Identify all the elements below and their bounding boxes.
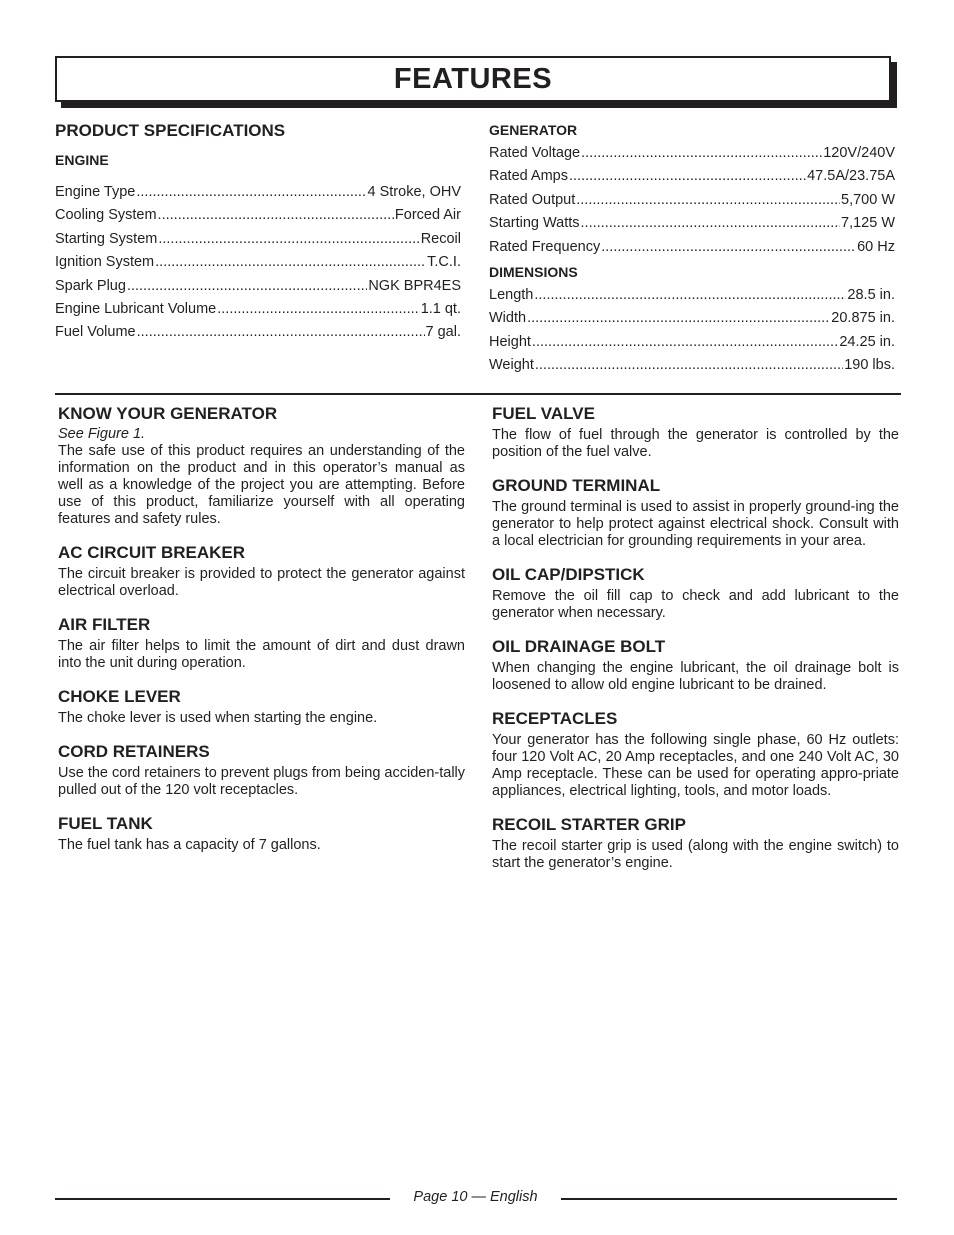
section-body: The choke lever is used when starting the engine. xyxy=(58,710,378,726)
dot-leader xyxy=(217,298,419,321)
dot-leader xyxy=(527,307,830,330)
dot-leader xyxy=(581,212,840,235)
section-body: The air filter helps to limit the amount of dirt and dust drawn into the unit during operation. xyxy=(58,638,465,671)
section-body: The fuel tank has a capacity of 7 gallons. xyxy=(58,837,321,853)
section-body: When changing the engine lubricant, the oil drainage bolt is loosened to allow old engine lubricant to be drained. xyxy=(492,660,899,693)
spec-label: Starting Watts xyxy=(489,215,580,232)
feature-section xyxy=(492,815,899,872)
spec-label: Length xyxy=(489,286,534,303)
spec-label: Rated Frequency xyxy=(489,238,601,255)
feature-section xyxy=(58,742,465,799)
features-banner xyxy=(55,56,891,102)
spec-value: 20.875 in. xyxy=(831,310,895,327)
spec-value: 60 Hz xyxy=(857,238,895,255)
spec-label: Width xyxy=(489,310,527,327)
dot-leader xyxy=(127,275,367,298)
dot-leader xyxy=(535,354,843,377)
feature-section xyxy=(58,404,465,528)
page-number: Page 10 — English xyxy=(413,1189,538,1205)
section-body: The ground terminal is used to assist in properly ground-ing the generator to help protect against electrical shock. Consult with a local electrician for grounding requirements in your area. xyxy=(492,499,899,549)
features-right-column xyxy=(492,404,899,887)
section-heading: FUEL TANK xyxy=(58,814,153,833)
footer-rule-right xyxy=(561,1198,897,1200)
dot-leader xyxy=(137,321,425,344)
spec-label: Fuel Volume xyxy=(55,324,136,341)
section-heading: OIL DRAINAGE BOLT xyxy=(492,637,666,656)
dimensions-heading: DIMENSIONS xyxy=(489,263,578,280)
spec-row xyxy=(489,284,895,307)
dot-leader xyxy=(155,251,426,274)
spec-label: Ignition System xyxy=(55,254,155,271)
spec-value: 28.5 in. xyxy=(847,286,895,303)
spec-value: 1.1 qt. xyxy=(420,300,461,317)
spec-row xyxy=(55,275,461,298)
section-heading: CORD RETAINERS xyxy=(58,742,210,761)
dot-leader xyxy=(569,165,806,188)
feature-section xyxy=(58,687,465,727)
dimensions-spec-list xyxy=(489,284,895,378)
spec-row xyxy=(489,189,895,212)
specs-title: PRODUCT SPECIFICATIONS xyxy=(55,121,286,140)
footer-rule-left xyxy=(55,1198,390,1200)
section-heading: KNOW YOUR GENERATOR xyxy=(58,404,278,423)
dot-leader xyxy=(581,142,822,165)
dot-leader xyxy=(158,204,394,227)
spec-value: 190 lbs. xyxy=(844,357,895,374)
dot-leader xyxy=(158,228,419,251)
section-heading: RECEPTACLES xyxy=(492,709,618,728)
spec-value: Recoil xyxy=(420,230,461,247)
features-left-column xyxy=(58,404,465,869)
spec-row xyxy=(55,181,461,204)
feature-section xyxy=(492,709,899,800)
section-body: The safe use of this product requires an understanding of the information on the product and in this operator’s manual as well as a knowledge of the project you are attempting. Before use of this product, familiarize yourself with all operating features and safety rules. xyxy=(58,443,465,527)
spec-value: 4 Stroke, OHV xyxy=(367,184,461,200)
spec-value: 7,125 W xyxy=(841,215,895,232)
spec-label: Spark Plug xyxy=(55,277,126,294)
spec-row xyxy=(489,142,895,165)
generator-spec-list xyxy=(489,142,895,259)
section-body: Use the cord retainers to prevent plugs from being acciden-tally pulled out of the 120 volt receptacles. xyxy=(58,765,466,798)
spec-value: NGK BPR4ES xyxy=(368,277,461,294)
spec-value: 120V/240V xyxy=(823,145,895,161)
engine-heading: ENGINE xyxy=(55,152,109,168)
section-heading: CHOKE LEVER xyxy=(58,687,181,706)
feature-section xyxy=(492,637,899,694)
specs-right-column xyxy=(489,121,895,378)
engine-spec-list xyxy=(55,181,461,345)
section-body: Your generator has the following single phase, 60 Hz outlets: four 120 Volt AC, 20 Amp receptacles, and one 240 Volt AC, 30 Amp receptacle. These can be used for operating appro-priate appliances, electrical lighting, tools, and motor loads. xyxy=(492,732,899,799)
spec-row xyxy=(55,321,461,344)
section-body: The circuit breaker is provided to protect the generator against electrical overload. xyxy=(58,566,465,599)
spec-value: Forced Air xyxy=(394,207,461,224)
dot-leader xyxy=(576,189,840,212)
figure-reference: See Figure 1. xyxy=(58,426,146,442)
section-heading: RECOIL STARTER GRIP xyxy=(492,815,686,834)
dot-leader xyxy=(136,181,366,204)
spec-row xyxy=(55,204,461,227)
feature-section xyxy=(492,476,899,550)
spec-value: 24.25 in. xyxy=(839,333,895,350)
spec-label: Engine Lubricant Volume xyxy=(55,300,217,317)
spec-value: T.C.I. xyxy=(427,254,461,271)
section-body: Remove the oil fill cap to check and add lubricant to the generator when necessary. xyxy=(492,588,899,621)
feature-section xyxy=(58,615,465,672)
feature-section xyxy=(58,814,465,854)
spec-label: Rated Output xyxy=(489,191,576,208)
specs-left-column xyxy=(55,121,461,345)
section-heading: AC CIRCUIT BREAKER xyxy=(58,543,245,562)
dot-leader xyxy=(534,284,846,307)
spec-row xyxy=(489,331,895,354)
section-body: The recoil starter grip is used (along with the engine switch) to start the generator’s engine. xyxy=(492,838,899,871)
spec-label: Weight xyxy=(489,357,534,374)
spec-row xyxy=(489,236,895,259)
generator-heading: GENERATOR xyxy=(489,122,578,138)
spec-value: 7 gal. xyxy=(425,324,461,341)
feature-section xyxy=(492,404,899,461)
spec-label: Starting System xyxy=(55,230,158,247)
spec-row xyxy=(55,228,461,251)
spec-label: Cooling System xyxy=(55,207,157,224)
spec-value: 5,700 W xyxy=(841,191,895,208)
spec-value: 47.5A/23.75A xyxy=(807,168,895,185)
spec-label: Engine Type xyxy=(55,184,136,200)
feature-section xyxy=(58,543,465,600)
spec-row xyxy=(55,251,461,274)
page-footer xyxy=(55,1186,897,1208)
section-divider xyxy=(55,393,901,395)
spec-row xyxy=(55,298,461,321)
spec-row xyxy=(489,212,895,235)
page-title: FEATURES xyxy=(393,62,553,95)
section-body: The flow of fuel through the generator is controlled by the position of the fuel valve. xyxy=(492,427,899,460)
spec-row xyxy=(489,307,895,330)
dot-leader xyxy=(532,331,838,354)
section-heading: FUEL VALVE xyxy=(492,404,595,423)
feature-section xyxy=(492,565,899,622)
section-heading: GROUND TERMINAL xyxy=(492,476,661,495)
dot-leader xyxy=(601,236,856,259)
spec-label: Rated Voltage xyxy=(489,145,581,161)
spec-row xyxy=(489,354,895,377)
spec-label: Rated Amps xyxy=(489,168,568,185)
section-heading: OIL CAP/DIPSTICK xyxy=(492,565,645,584)
spec-label: Height xyxy=(489,333,531,350)
spec-row xyxy=(489,165,895,188)
section-heading: AIR FILTER xyxy=(58,615,151,634)
